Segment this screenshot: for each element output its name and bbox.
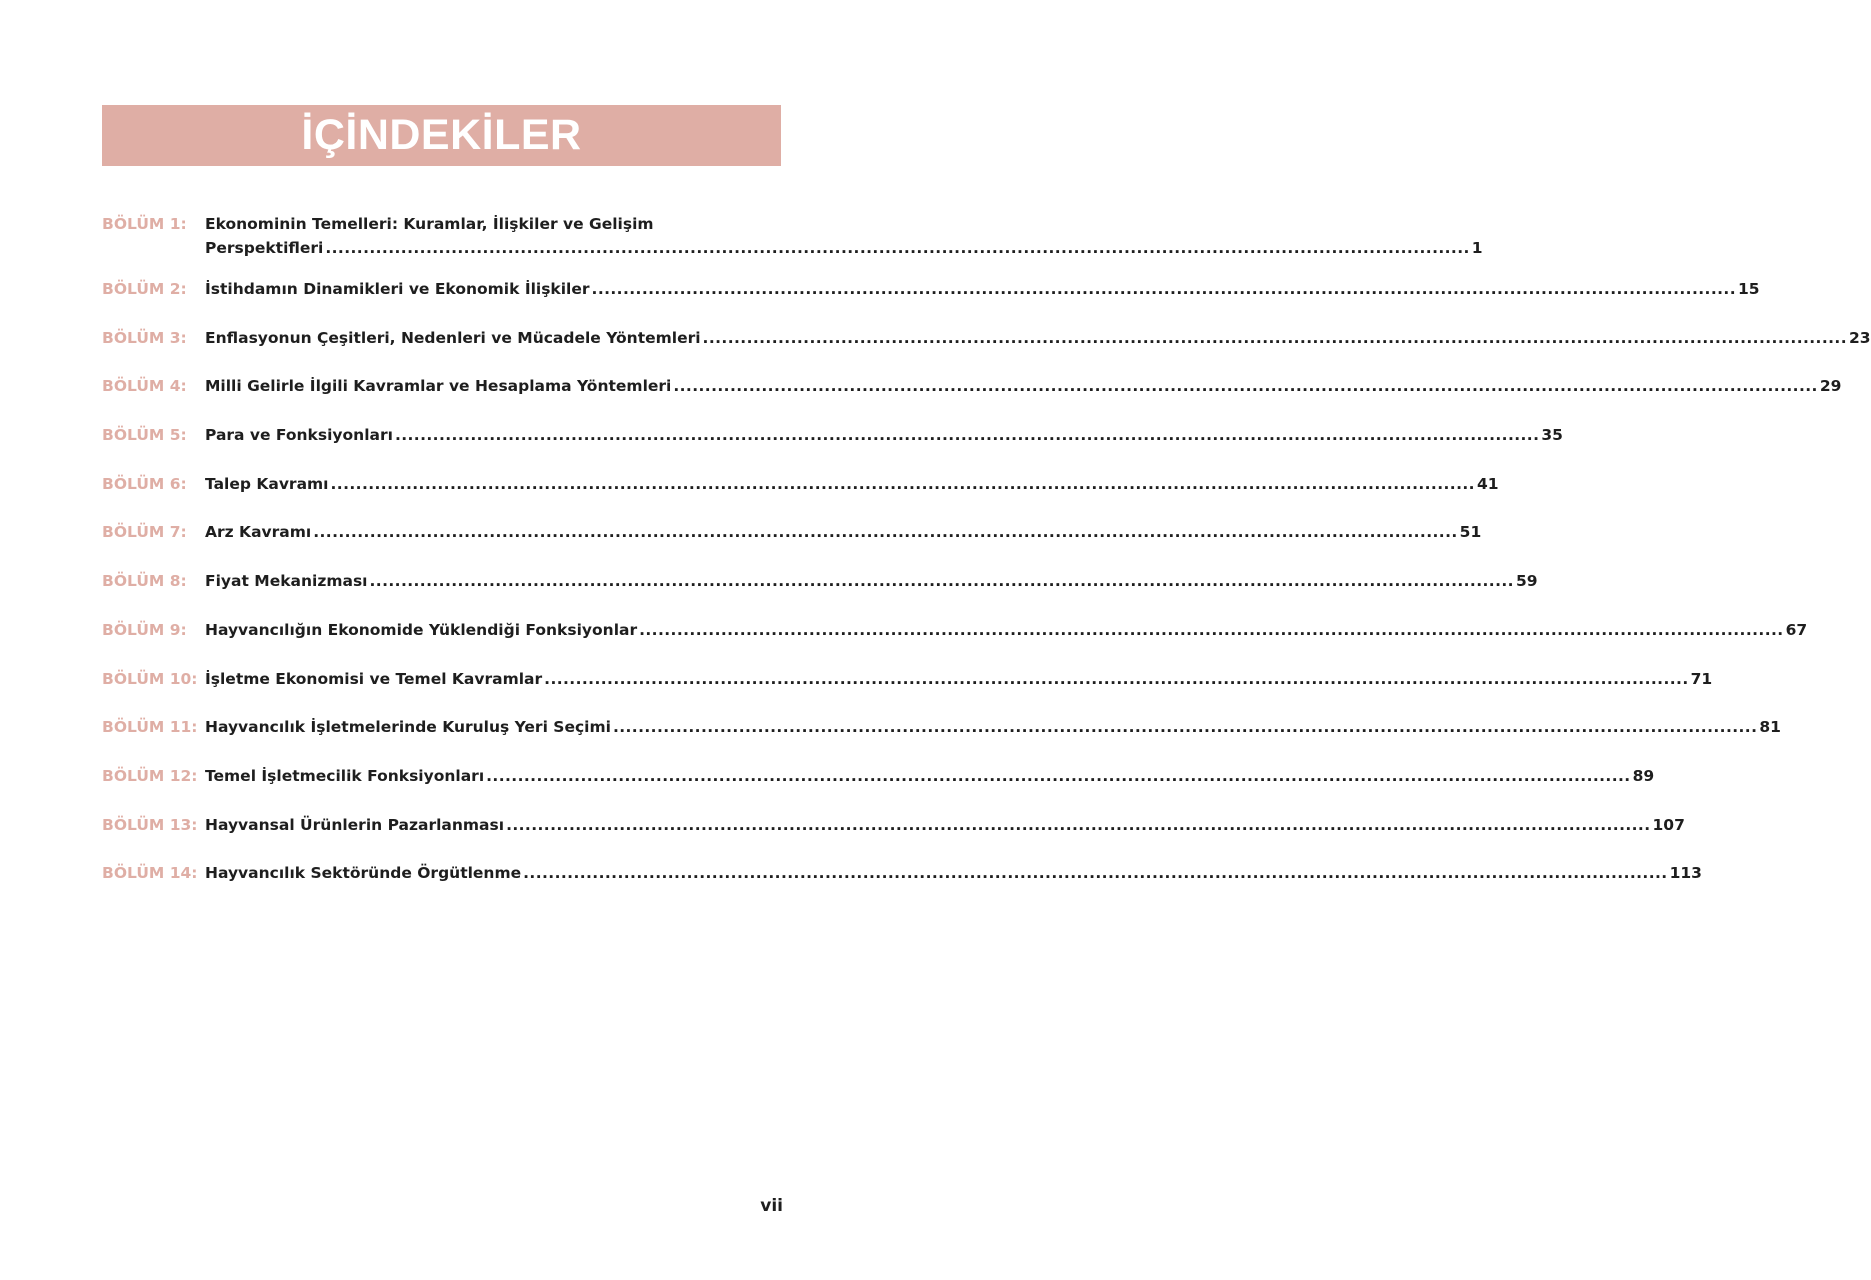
chapter-title: Fiyat Mekanizması bbox=[205, 572, 368, 591]
toc-entry-7[interactable] bbox=[102, 520, 1482, 544]
page-number: 41 bbox=[1476, 474, 1499, 493]
dot-leader bbox=[395, 423, 1539, 447]
chapter-label: BÖLÜM 7: bbox=[102, 523, 187, 542]
toc-entry-11[interactable] bbox=[102, 715, 1781, 739]
chapter-label: BÖLÜM 5: bbox=[102, 426, 187, 445]
chapter-title: Arz Kavramı bbox=[205, 523, 312, 542]
chapter-label: BÖLÜM 13: bbox=[102, 815, 198, 834]
chapter-label: BÖLÜM 11: bbox=[102, 718, 198, 737]
chapter-title: Para ve Fonksiyonları bbox=[205, 426, 393, 445]
chapter-title: Perspektifleri bbox=[205, 239, 324, 257]
table-of-contents bbox=[102, 212, 1871, 885]
chapter-label: BÖLÜM 12: bbox=[102, 766, 198, 785]
page-number: 23 bbox=[1849, 328, 1871, 347]
chapter-label: BÖLÜM 8: bbox=[102, 572, 187, 591]
chapter-label: BÖLÜM 9: bbox=[102, 620, 187, 639]
chapter-label: BÖLÜM 1: bbox=[102, 215, 187, 233]
chapter-title: Talep Kavramı bbox=[205, 474, 329, 493]
dot-leader bbox=[544, 667, 1688, 691]
page-title: İÇİNDEKİLER bbox=[301, 111, 582, 159]
dot-leader bbox=[506, 813, 1650, 837]
chapter-title: Milli Gelirle İlgili Kavramlar ve Hesaplama Yöntemleri bbox=[205, 377, 672, 396]
toc-entry-1[interactable] bbox=[102, 212, 1483, 260]
page-number: 113 bbox=[1669, 864, 1702, 883]
toc-entry-3[interactable] bbox=[102, 326, 1871, 350]
dot-leader bbox=[703, 326, 1847, 350]
dot-leader bbox=[325, 236, 1469, 260]
page-number: 89 bbox=[1632, 766, 1655, 785]
chapter-title-line: Ekonominin Temelleri: Kuramlar, İlişkiler ve Gelişim bbox=[205, 215, 654, 233]
page-number: 1 bbox=[1471, 239, 1483, 257]
page-number: 35 bbox=[1541, 426, 1563, 445]
dot-leader bbox=[486, 764, 1630, 788]
page-number: 67 bbox=[1785, 620, 1808, 639]
chapter-title: Temel İşletmecilik Fonksiyonları bbox=[205, 766, 485, 785]
chapter-label: BÖLÜM 6: bbox=[102, 474, 187, 493]
chapter-label: BÖLÜM 14: bbox=[102, 864, 198, 883]
chapter-label: BÖLÜM 4: bbox=[102, 377, 187, 396]
toc-entry-2[interactable] bbox=[102, 277, 1760, 301]
toc-entry-13[interactable] bbox=[102, 813, 1685, 837]
page-number: 81 bbox=[1759, 718, 1781, 737]
chapter-title: Hayvancılık İşletmelerinde Kuruluş Yeri Seçimi bbox=[205, 718, 611, 737]
chapter-title: İstihdamın Dinamikleri ve Ekonomik İlişkiler bbox=[205, 280, 590, 298]
chapter-label: BÖLÜM 2: bbox=[102, 280, 187, 298]
dot-leader bbox=[331, 472, 1475, 496]
toc-entry-12[interactable] bbox=[102, 764, 1655, 788]
page-number: 51 bbox=[1459, 523, 1482, 542]
page-number-footer: vii bbox=[760, 1196, 783, 1216]
dot-leader bbox=[313, 520, 1457, 544]
chapter-title: Hayvansal Ürünlerin Pazarlanması bbox=[205, 815, 505, 834]
chapter-label: BÖLÜM 3: bbox=[102, 328, 187, 347]
dot-leader bbox=[673, 374, 1817, 398]
chapter-title: Enflasyonun Çeşitleri, Nedenleri ve Mücadele Yöntemleri bbox=[205, 328, 701, 347]
toc-entry-8[interactable] bbox=[102, 569, 1538, 593]
page-number: 29 bbox=[1819, 377, 1842, 396]
toc-header-band bbox=[102, 105, 781, 166]
toc-entry-5[interactable] bbox=[102, 423, 1563, 447]
toc-entry-6[interactable] bbox=[102, 472, 1499, 496]
toc-entry-9[interactable] bbox=[102, 618, 1808, 642]
chapter-title: Hayvancılık Sektöründe Örgütlenme bbox=[205, 864, 522, 883]
dot-leader bbox=[523, 861, 1667, 885]
chapter-label: BÖLÜM 10: bbox=[102, 669, 198, 688]
page-number: 15 bbox=[1737, 280, 1760, 298]
page-number: 107 bbox=[1652, 815, 1685, 834]
dot-leader bbox=[639, 618, 1783, 642]
chapter-title: İşletme Ekonomisi ve Temel Kavramlar bbox=[205, 669, 543, 688]
page-number: 71 bbox=[1690, 669, 1713, 688]
toc-entry-10[interactable] bbox=[102, 667, 1713, 691]
chapter-title: Hayvancılığın Ekonomide Yüklendiği Fonksiyonlar bbox=[205, 620, 638, 639]
toc-entry-14[interactable] bbox=[102, 861, 1702, 885]
dot-leader bbox=[592, 277, 1736, 301]
dot-leader bbox=[613, 715, 1757, 739]
page-number: 59 bbox=[1515, 572, 1538, 591]
dot-leader bbox=[370, 569, 1514, 593]
toc-entry-4[interactable] bbox=[102, 374, 1842, 398]
